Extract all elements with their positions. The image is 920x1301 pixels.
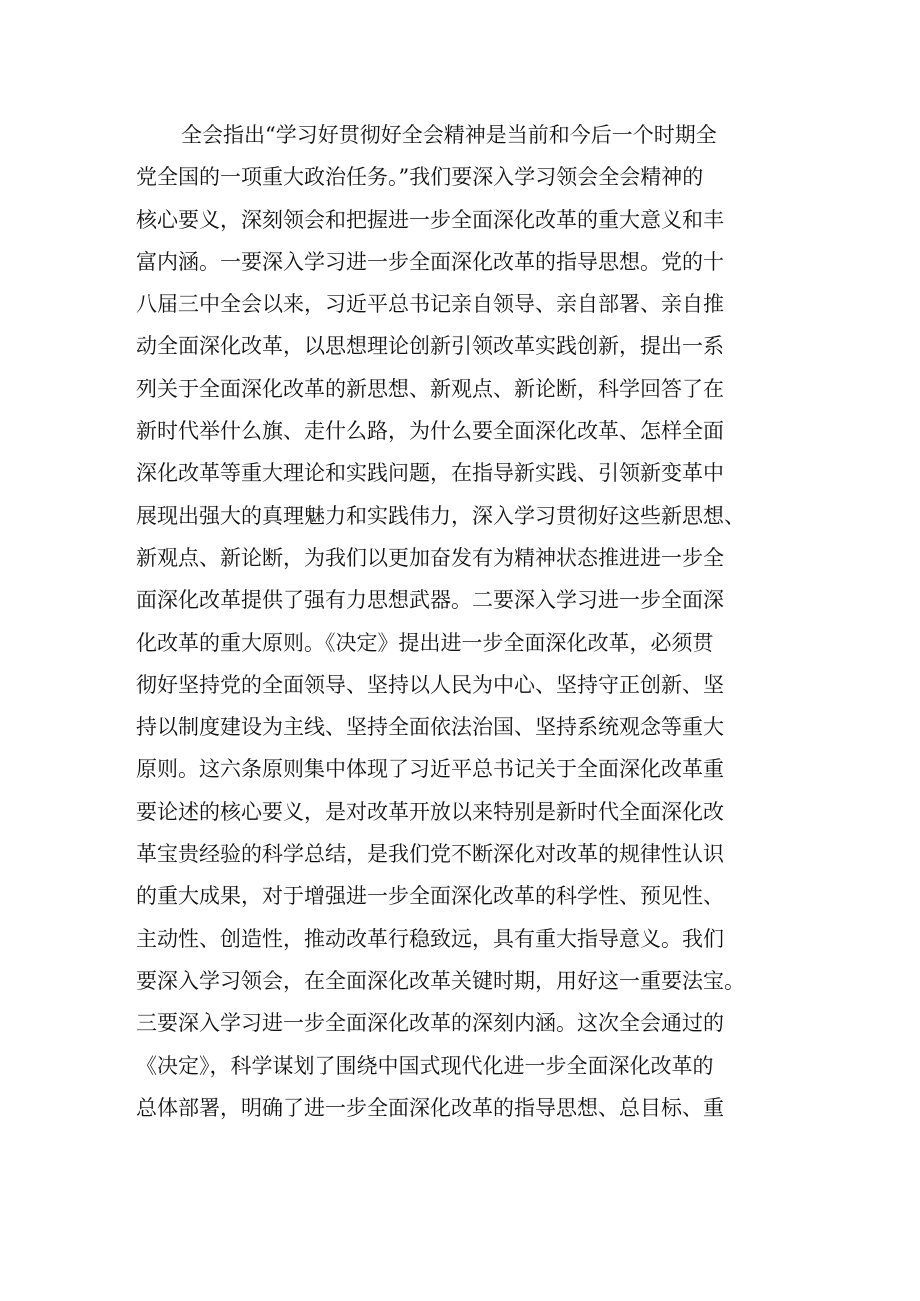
text-line: 富内涵。一要深入学习进一步全面深化改革的指导思想。党的十 xyxy=(136,249,724,274)
text-line: 三要深入学习进一步全面深化改革的深刻内涵。这次全会通过的 xyxy=(136,1011,724,1036)
text-line: 新时代举什么旗、走什么路，为什么要全面深化改革、怎样全面 xyxy=(136,419,724,444)
text-line: 原则。这六条原则集中体现了习近平总书记关于全面深化改革重 xyxy=(136,757,724,782)
text-line: 全会指出“学习好贯彻好全会精神是当前和今后一个时期全 xyxy=(181,123,717,147)
text-line: 深化改革等重大理论和实践问题，在指导新实践、引领新变革中 xyxy=(136,461,724,486)
text-line: 总体部署，明确了进一步全面深化改革的指导思想、总目标、重 xyxy=(136,1095,724,1120)
text-line: 要深入学习领会，在全面深化改革关键时期，用好这一重要法宝。 xyxy=(136,968,745,993)
text-line: 彻好坚持党的全面领导、坚持以人民为中心、坚持守正创新、坚 xyxy=(136,672,724,697)
text-line: 持以制度建设为主线、坚持全面依法治国、坚持系统观念等重大 xyxy=(136,715,724,740)
text-line: 列关于全面深化改革的新思想、新观点、新论断，科学回答了在 xyxy=(136,376,724,401)
text-line: 新观点、新论断，为我们以更加奋发有为精神状态推进进一步全 xyxy=(136,545,724,570)
text-line: 面深化改革提供了强有力思想武器。二要深入学习进一步全面深 xyxy=(136,588,724,613)
text-line: 要论述的核心要义，是对改革开放以来特别是新时代全面深化改 xyxy=(136,799,724,824)
text-line: 展现出强大的真理魅力和实践伟力，深入学习贯彻好这些新思想、 xyxy=(136,503,745,528)
text-line: 革宝贵经验的科学总结，是我们党不断深化对改革的规律性认识 xyxy=(136,842,724,867)
text-line: 《决定》，科学谋划了围绕中国式现代化进一步全面深化改革的 xyxy=(136,1053,714,1078)
text-line: 的重大成果，对于增强进一步全面深化改革的科学性、预见性、 xyxy=(136,884,724,909)
body-paragraph xyxy=(136,114,786,1129)
text-line: 核心要义，深刻领会和把握进一步全面深化改革的重大意义和丰 xyxy=(136,207,724,232)
text-line: 化改革的重大原则。《决定》提出进一步全面深化改革，必须贯 xyxy=(136,630,714,655)
text-line: 动全面深化改革，以思想理论创新引领改革实践创新，提出一系 xyxy=(136,334,724,359)
text-line: 党全国的一项重大政治任务。”我们要深入学习领会全会精神的 xyxy=(136,165,704,190)
text-line: 主动性、创造性，推动改革行稳致远，具有重大指导意义。我们 xyxy=(136,926,724,951)
text-line: 八届三中全会以来，习近平总书记亲自领导、亲自部署、亲自推 xyxy=(136,292,724,317)
